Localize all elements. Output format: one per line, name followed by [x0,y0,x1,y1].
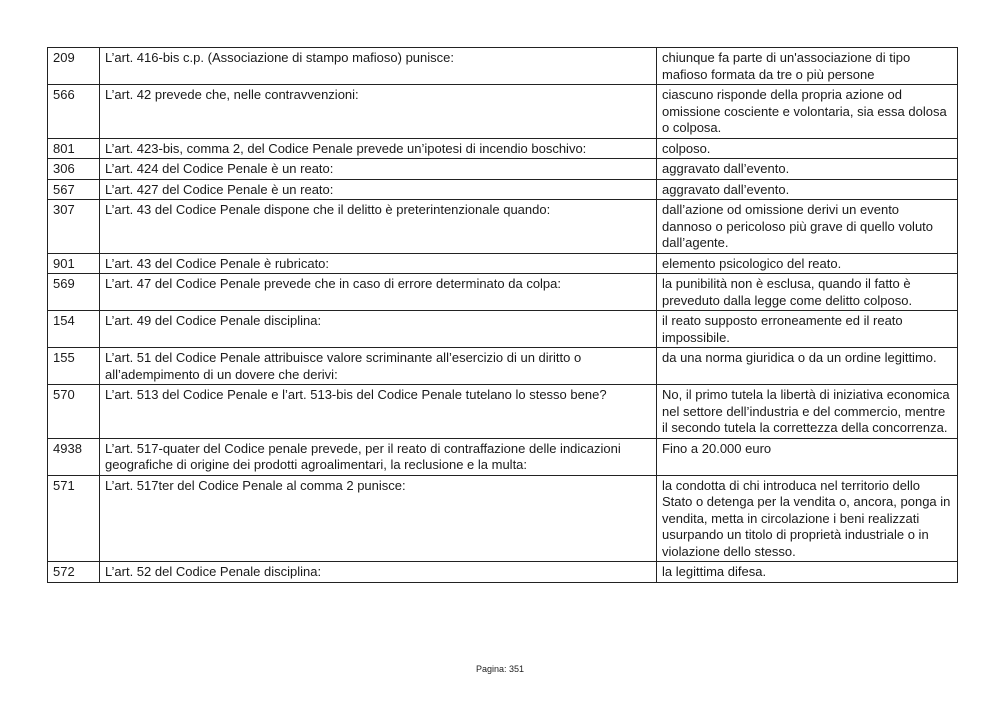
table-row [48,385,958,439]
row-answer: dall’azione od omissione derivi un evento dannoso o pericoloso più grave di quello voluto dall’agente. [657,200,958,254]
table-row [48,138,958,159]
questions-table-body [48,48,958,583]
row-question: L’art. 47 del Codice Penale prevede che in caso di errore determinato da colpa: [100,274,657,311]
page-number: Pagina: 351 [475,664,525,674]
row-id: 209 [48,48,100,85]
row-id: 4938 [48,438,100,475]
row-answer: la punibilità non è esclusa, quando il fatto è preveduto dalla legge come delitto colposo. [657,274,958,311]
row-question: L’art. 49 del Codice Penale disciplina: [100,311,657,348]
row-id: 572 [48,562,100,583]
table-row [48,253,958,274]
row-question: L’art. 513 del Codice Penale e l’art. 513-bis del Codice Penale tutelano lo stesso bene? [100,385,657,439]
row-question: L’art. 51 del Codice Penale attribuisce valore scriminante all’esercizio di un diritto o all’adempimento di un dovere che derivi: [100,348,657,385]
row-answer: ciascuno risponde della propria azione od omissione cosciente e volontaria, sia essa dolosa o colposa. [657,85,958,139]
table-row [48,311,958,348]
row-question: L’art. 424 del Codice Penale è un reato: [100,159,657,180]
row-answer: il reato supposto erroneamente ed il reato impossibile. [657,311,958,348]
table-row [48,48,958,85]
table-row [48,179,958,200]
row-id: 801 [48,138,100,159]
table-row [48,562,958,583]
row-question: L’art. 43 del Codice Penale dispone che il delitto è preterintenzionale quando: [100,200,657,254]
row-question: L’art. 517ter del Codice Penale al comma 2 punisce: [100,475,657,562]
row-question: L’art. 42 prevede che, nelle contravvenzioni: [100,85,657,139]
row-question: L’art. 416-bis c.p. (Associazione di stampo mafioso) punisce: [100,48,657,85]
row-answer: la legittima difesa. [657,562,958,583]
table-row [48,200,958,254]
row-question: L’art. 517-quater del Codice penale prevede, per il reato di contraffazione delle indicazioni geografiche di origine dei prodotti agroalimentari, la reclusione e la multa: [100,438,657,475]
row-answer: aggravato dall’evento. [657,179,958,200]
row-id: 569 [48,274,100,311]
table-row [48,438,958,475]
row-id: 567 [48,179,100,200]
table-row [48,159,958,180]
row-answer: da una norma giuridica o da un ordine legittimo. [657,348,958,385]
row-id: 154 [48,311,100,348]
row-question: L’art. 427 del Codice Penale è un reato: [100,179,657,200]
row-answer: la condotta di chi introduca nel territorio dello Stato o detenga per la vendita o, ancora, ponga in vendita, metta in circolazione i beni realizzati usurpando un titolo di proprietà industriale o in violazione dello stesso. [657,475,958,562]
row-id: 566 [48,85,100,139]
row-id: 901 [48,253,100,274]
questions-table [47,47,958,583]
table-row [48,348,958,385]
row-answer: colposo. [657,138,958,159]
table-row [48,274,958,311]
row-answer: No, il primo tutela la libertà di iniziativa economica nel settore dell’industria e del commercio, mentre il secondo tutela la correttezza della concorrenza. [657,385,958,439]
row-id: 571 [48,475,100,562]
row-id: 307 [48,200,100,254]
row-id: 306 [48,159,100,180]
row-id: 155 [48,348,100,385]
table-row [48,475,958,562]
row-id: 570 [48,385,100,439]
row-question: L’art. 52 del Codice Penale disciplina: [100,562,657,583]
row-answer: aggravato dall’evento. [657,159,958,180]
row-answer: Fino a 20.000 euro [657,438,958,475]
row-question: L’art. 43 del Codice Penale è rubricato: [100,253,657,274]
table-row [48,85,958,139]
row-answer: chiunque fa parte di un'associazione di tipo mafioso formata da tre o più persone [657,48,958,85]
row-question: L’art. 423-bis, comma 2, del Codice Penale prevede un’ipotesi di incendio boschivo: [100,138,657,159]
row-answer: elemento psicologico del reato. [657,253,958,274]
